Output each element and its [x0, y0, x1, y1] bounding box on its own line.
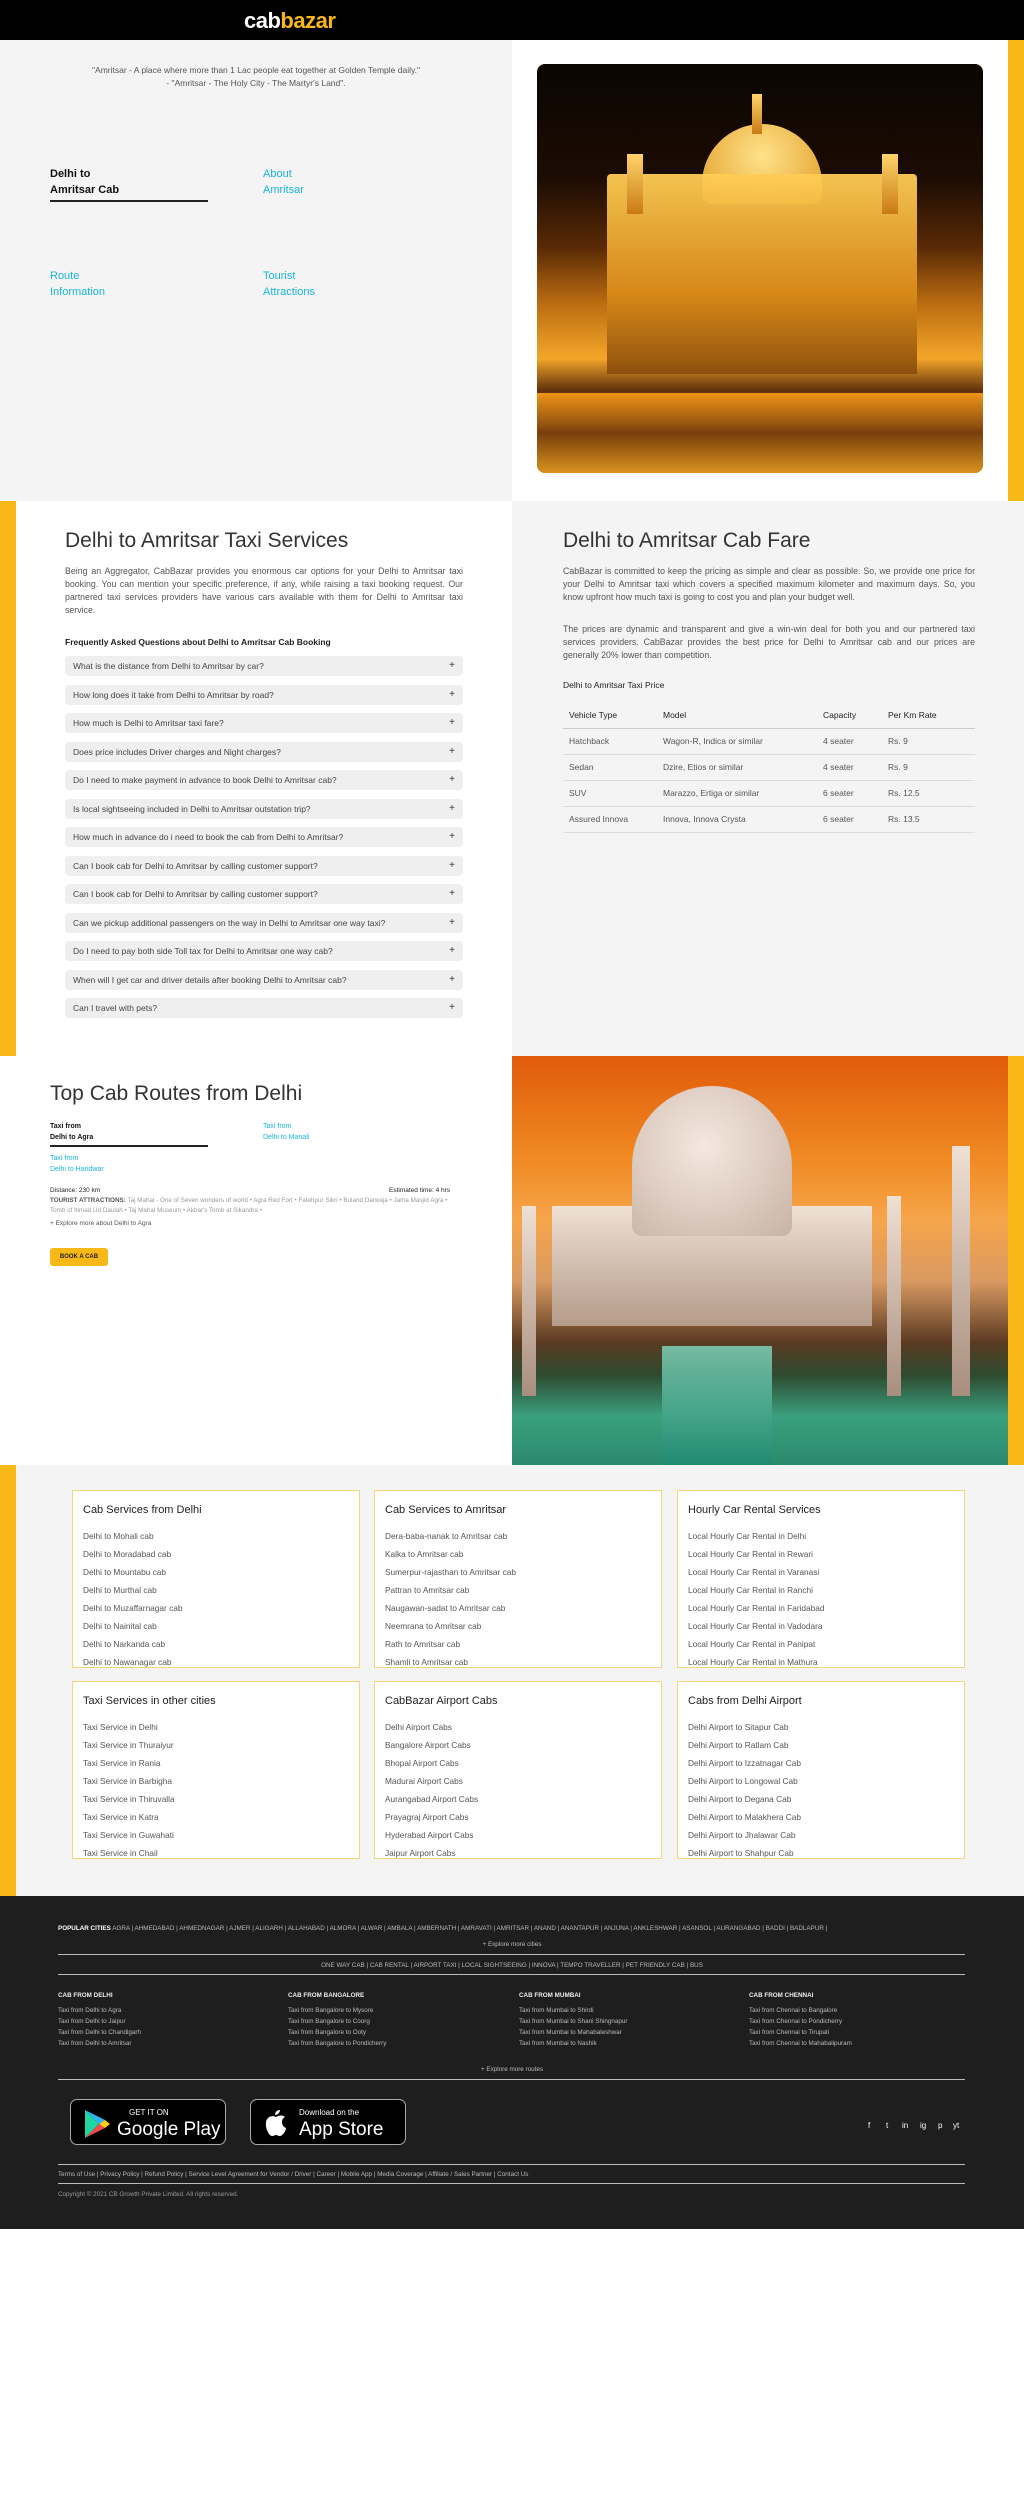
list-item[interactable]: Kalka to Amritsar cab [385, 1549, 464, 1559]
footer-divider [58, 1954, 965, 1955]
logo-bazar-text: bazar [280, 8, 336, 33]
apple-icon [264, 2109, 288, 2137]
link-card [72, 1681, 360, 1859]
route-tab-delhi-to-haridwar[interactable] [50, 1153, 104, 1175]
card-title: Cab Services to Amritsar [385, 1504, 507, 1516]
expand-plus-icon: + [449, 973, 455, 985]
expand-plus-icon: + [449, 945, 455, 956]
fare-table [563, 702, 975, 833]
route-tab-delhi-to-manali[interactable] [263, 1121, 309, 1143]
list-item[interactable]: Local Hourly Car Rental in Delhi [688, 1531, 807, 1541]
route-tab-line-2: Delhi to Manali [263, 1134, 310, 1141]
fare-cell: Hatchback [563, 728, 663, 754]
expand-plus-icon: + [449, 745, 455, 757]
list-item[interactable]: Taxi Service in Guwahati [83, 1830, 174, 1840]
faq-title: Frequently Asked Questions about Delhi to Amritsar Cab Booking [65, 637, 331, 647]
list-item[interactable]: Neemrana to Amritsar cab [385, 1621, 482, 1631]
tab-line-2: Attractions [263, 286, 315, 298]
faq-question: When will I get car and driver details after booking Delhi to Amritsar cab? [73, 974, 347, 985]
card-link-list [385, 1527, 516, 1668]
list-item[interactable]: Rath to Amritsar cab [385, 1639, 461, 1649]
fare-paragraph-2: The prices are dynamic and transparent and give a win-win deal for both you and our partnered taxi services providers. CabBazar provides the best price for Delhi to Amritsar cab and our prices are generally 20% lower than competition. [563, 624, 975, 660]
fare-cell: 6 seater [823, 806, 888, 832]
expand-plus-icon: + [449, 802, 455, 814]
list-item[interactable]: Local Hourly Car Rental in Vadodara [688, 1621, 823, 1631]
faq-question: How long does it take from Delhi to Amritsar by road? [73, 689, 274, 700]
list-item[interactable]: Delhi to Narkanda cab [83, 1639, 166, 1649]
footer-route-link[interactable]: Taxi from Mumbai to Nashik [519, 2040, 597, 2047]
list-item[interactable]: Delhi Airport to Sitapur Cab [688, 1722, 789, 1732]
list-item[interactable]: Pattran to Amritsar cab [385, 1585, 470, 1595]
list-item[interactable]: Aurangabad Airport Cabs [385, 1794, 479, 1804]
quote-line-1: "Amritsar - A place where more than 1 Lac people eat together at Golden Temple daily." [92, 65, 420, 75]
faq-question: How much is Delhi to Amritsar taxi fare? [73, 718, 224, 728]
footer-links[interactable]: Terms of Use | Privacy Policy | Refund Policy | Service Level Agreement for Vendor / Driver | Career | Mobile App | Media Coverage | Affiliate / Sales Partner | Contact Us [58, 2171, 529, 2178]
copyright: Copyright © 2021 CB Growth Private Limited. All rights reserved. [58, 2191, 239, 2198]
app-store-small-text: Download on the [299, 2108, 360, 2117]
explore-routes-link[interactable]: + Explore more routes [480, 2066, 544, 2073]
list-item[interactable]: Sumerpur-rajasthan to Amritsar cab [385, 1567, 516, 1577]
accent-stripe [1008, 1056, 1024, 1465]
site-footer [0, 1896, 1024, 2229]
footer-divider [58, 2164, 965, 2165]
link-card [72, 1490, 360, 1668]
popular-cities [58, 1924, 965, 1934]
footer-column-heading: CAB FROM CHENNAI [749, 1992, 814, 1999]
card-title: Hourly Car Rental Services [688, 1504, 821, 1516]
list-item[interactable]: Bangalore Airport Cabs [385, 1740, 471, 1750]
accent-stripe [1008, 40, 1024, 501]
faq-question: Can I book cab for Delhi to Amritsar by calling customer support? [73, 860, 318, 871]
card-title: Cabs from Delhi Airport [688, 1695, 802, 1707]
link-card [677, 1490, 965, 1668]
route-attractions [50, 1196, 462, 1216]
list-item[interactable]: Local Hourly Car Rental in Panipat [688, 1639, 816, 1649]
instagram-icon[interactable]: ig [920, 2121, 927, 2130]
faq-question: Can I book cab for Delhi to Amritsar by calling customer support? [73, 889, 318, 899]
logo-cab-text: cab [244, 8, 281, 33]
faq-item[interactable] [65, 998, 463, 1018]
faq-item[interactable] [65, 827, 463, 847]
list-item[interactable]: Shamli to Amritsar cab [385, 1657, 468, 1667]
services-links[interactable]: ONE WAY CAB | CAB RENTAL | AIRPORT TAXI | LOCAL SIGHTSEEING | INNOVA | TEMPO TRAVELLER | PET FRIENDLY CAB | BUS [321, 1962, 703, 1969]
services-section [0, 501, 1024, 1056]
footer-route-link[interactable]: Taxi from Delhi to Agra [58, 2007, 122, 2014]
card-link-list [688, 1527, 825, 1668]
list-item[interactable]: Bhopal Airport Cabs [385, 1758, 459, 1768]
footer-divider [58, 1974, 965, 1975]
list-item[interactable]: Taxi Service in Barbigha [83, 1776, 173, 1786]
tab-line-2: Amritsar [263, 184, 304, 196]
tab-line-1: Route [50, 270, 80, 282]
footer-route-link[interactable]: Taxi from Mumbai to Mahabaleshwar [519, 2029, 622, 2036]
footer-route-link[interactable]: Taxi from Bangalore to Coorg [288, 2018, 370, 2025]
popular-cities-list[interactable]: AGRA | AHMEDABAD | AHMEDNAGAR | AJMER | ALIGARH | ALLAHABAD | ALMORA | ALWAR | AMBALA | AMBERNATH | AMRAVATI | AMRITSAR | ANAND | ANANTAPUR | ANJUNA | ANKLESHWAR | ASANSOL | AURANGABAD | BADDI | BADLAPUR | [112, 1925, 828, 1932]
fare-cell: Rs. 13.5 [888, 806, 975, 832]
faq-question: Do I need to pay both side Toll tax for Delhi to Amritsar one way cab? [73, 946, 333, 956]
cab-fare-panel [512, 501, 1024, 1056]
services-title: Delhi to Amritsar Taxi Services [65, 529, 349, 552]
list-item[interactable]: Taxi Service in Delhi [83, 1722, 158, 1732]
route-tab-line-1: Taxi from [263, 1123, 292, 1130]
fare-col-header: Per Km Rate [888, 702, 975, 728]
fare-cell: Rs. 12.5 [888, 780, 975, 806]
footer-divider [58, 2079, 965, 2080]
footer-column-heading: CAB FROM DELHI [58, 1992, 113, 1999]
hero-right-panel [512, 40, 1024, 501]
fare-title: Delhi to Amritsar Cab Fare [563, 529, 811, 552]
explore-agra-link[interactable]: + Explore more about Delhi to Agra [50, 1220, 152, 1227]
faq-question: Does price includes Driver charges and Night charges? [73, 746, 281, 757]
list-item[interactable]: Delhi to Mohali cab [83, 1531, 154, 1541]
list-item[interactable]: Delhi to Moradabad cab [83, 1549, 172, 1559]
golden-temple-image [537, 64, 983, 473]
card-link-list [83, 1527, 182, 1668]
table-row [563, 728, 975, 754]
expand-plus-icon: + [449, 774, 455, 785]
faq-item[interactable] [65, 970, 463, 990]
list-item[interactable]: Delhi to Nawanagar cab [83, 1657, 172, 1667]
footer-route-link[interactable]: Taxi from Delhi to Jaipur [58, 2018, 126, 2025]
footer-route-link[interactable]: Taxi from Bangalore to Ooty [288, 2029, 367, 2036]
route-tab-delhi-to-agra[interactable] [50, 1121, 208, 1147]
card-link-list [385, 1718, 478, 1859]
faq-question: Do I need to make payment in advance to book Delhi to Amritsar cab? [73, 775, 337, 785]
routes-title: Top Cab Routes from Delhi [50, 1082, 303, 1105]
list-item[interactable]: Local Hourly Car Rental in Varanasi [688, 1567, 820, 1577]
list-item[interactable]: Delhi Airport Cabs [385, 1722, 452, 1732]
list-item[interactable]: Delhi Airport to Jhalawar Cab [688, 1830, 796, 1840]
list-item[interactable]: Taxi Service in Thuraiyur [83, 1740, 174, 1750]
attractions-text: Taj Mahal - One of Seven wonders of world • Agra Red Fort • Fatehpur Sikri • Buland Darwaja • Jama Masjid Agra • Tomb of Itimad Ud Daulah • Taj Mahal Museum • Akbar's Tomb at Sikandra • [50, 1197, 448, 1214]
app-store-large-text: App Store [299, 2119, 384, 2140]
faq-question: How much in advance do i need to book the cab from Delhi to Amritsar? [73, 832, 344, 842]
expand-plus-icon: + [449, 717, 455, 728]
google-play-large-text: Google Play [117, 2119, 221, 2140]
quote-line-2: - "Amritsar - The Holy City - The Martyr's Land". [166, 78, 346, 88]
footer-route-link[interactable]: Taxi from Chennai to Pondicherry [749, 2018, 843, 2025]
attractions-label: TOURIST ATTRACTIONS: [50, 1197, 126, 1204]
footer-route-column [519, 1992, 628, 2049]
faq-item[interactable] [65, 941, 463, 961]
tab-line-1: Tourist [263, 270, 296, 282]
faq-item[interactable] [65, 770, 463, 790]
tab-tourist-attractions[interactable] [263, 268, 315, 300]
list-item[interactable]: Delhi to Muzaffarnagar cab [83, 1603, 183, 1613]
fare-cell: 6 seater [823, 780, 888, 806]
tab-line-2: Information [50, 286, 106, 298]
list-item[interactable]: Local Hourly Car Rental in Rewari [688, 1549, 813, 1559]
table-row [563, 780, 975, 806]
fare-cell: Assured Innova [563, 806, 663, 832]
tab-line-1: About [263, 168, 292, 180]
top-routes-section [0, 1056, 1024, 1465]
route-tab-line-2: Delhi to Haridwar [50, 1166, 104, 1173]
tab-route-information[interactable] [50, 268, 105, 300]
google-play-badge[interactable] [70, 2099, 226, 2145]
accent-stripe [0, 501, 16, 1056]
expand-plus-icon: + [449, 916, 455, 928]
fare-col-header: Capacity [823, 702, 888, 728]
faq-question: What is the distance from Delhi to Amritsar by car? [73, 661, 264, 671]
expand-plus-icon: + [449, 859, 455, 871]
card-title: Cab Services from Delhi [83, 1504, 202, 1516]
list-item[interactable]: Madurai Airport Cabs [385, 1776, 463, 1786]
link-card [374, 1490, 662, 1668]
fare-cell: Dzire, Etios or similar [663, 754, 823, 780]
hero-quote [50, 64, 462, 90]
youtube-icon[interactable]: yt [953, 2121, 960, 2130]
route-time: Estimated time: 4 hrs [389, 1187, 451, 1194]
fare-cell: 4 seater [823, 728, 888, 754]
fare-col-header: Model [663, 702, 823, 728]
site-logo[interactable] [244, 8, 335, 34]
list-item[interactable]: Delhi Airport to Degana Cab [688, 1794, 792, 1804]
expand-plus-icon: + [449, 1002, 455, 1013]
footer-route-link[interactable]: Taxi from Delhi to Chandigarh [58, 2029, 141, 2036]
list-item[interactable]: Dera-baba-nanak to Amritsar cab [385, 1531, 508, 1541]
faq-item[interactable] [65, 742, 463, 762]
faq-question: Can I travel with pets? [73, 1003, 158, 1013]
faq-item[interactable] [65, 884, 463, 904]
fare-cell: SUV [563, 780, 663, 806]
footer-route-link[interactable]: Taxi from Delhi to Amritsar [58, 2040, 132, 2047]
expand-plus-icon: + [449, 888, 455, 899]
list-item[interactable]: Delhi to Murthal cab [83, 1585, 157, 1595]
list-item[interactable]: Delhi to Nainital cab [83, 1621, 157, 1631]
services-paragraph: Being an Aggregator, CabBazar provides you enormous car options for your Delhi to Amritsar taxi booking. You can mention your specific preference, if any, while raising a taxi booking request. Our partnered taxi services providers have various cars available with them for Delhi to Amritsar taxi service. [65, 566, 463, 615]
list-item[interactable]: Delhi to Mountabu cab [83, 1567, 167, 1577]
footer-route-link[interactable]: Taxi from Chennai to Tirupati [749, 2029, 830, 2036]
taj-mahal-image [512, 1056, 1008, 1465]
faq-item[interactable] [65, 913, 463, 933]
tab-line-1: Delhi to [50, 168, 91, 180]
list-item[interactable]: Local Hourly Car Rental in Ranchi [688, 1585, 813, 1595]
footer-route-column [58, 1992, 141, 2049]
tab-delhi-to-amritsar-cab[interactable] [50, 166, 208, 202]
route-tab-line-1: Taxi from [50, 1155, 79, 1162]
hero-left-panel [0, 40, 512, 501]
link-card [677, 1681, 965, 1859]
list-item[interactable]: Jaipur Airport Cabs [385, 1848, 456, 1858]
card-link-list [83, 1718, 175, 1859]
route-tab-line-1: Taxi from [50, 1123, 81, 1130]
fare-cell: Innova, Innova Crysta [663, 806, 823, 832]
footer-column-heading: CAB FROM BANGALORE [288, 1992, 365, 1999]
faq-item[interactable] [65, 656, 463, 676]
list-item[interactable]: Taxi Service in Rania [83, 1758, 161, 1768]
list-item[interactable]: Taxi Service in Katra [83, 1812, 159, 1822]
fare-cell: Rs. 9 [888, 728, 975, 754]
accent-stripe [0, 1465, 16, 1896]
table-row [563, 754, 975, 780]
fare-cell: 4 seater [823, 754, 888, 780]
list-item[interactable]: Prayagraj Airport Cabs [385, 1812, 469, 1822]
list-item[interactable]: Taxi Service in Chail [83, 1848, 158, 1858]
fare-cell: Marazzo, Ertiga or similar [663, 780, 823, 806]
expand-plus-icon: + [449, 831, 455, 842]
faq-item[interactable] [65, 856, 463, 876]
popular-cities-label: POPULAR CITIES [58, 1925, 111, 1932]
taxi-services-panel [0, 501, 512, 1056]
faq-item[interactable] [65, 685, 463, 705]
list-item[interactable]: Delhi Airport to Izzatnagar Cab [688, 1758, 801, 1768]
fare-cell: Rs. 9 [888, 754, 975, 780]
list-item[interactable]: Delhi Airport to Shahpur Cab [688, 1848, 794, 1858]
card-link-list [688, 1718, 801, 1859]
explore-cities-link[interactable]: + Explore more cities [482, 1941, 542, 1948]
link-card [374, 1681, 662, 1859]
table-row [563, 806, 975, 832]
tab-line-2: Amritsar Cab [50, 184, 120, 196]
list-item[interactable]: Delhi Airport to Ratlam Cab [688, 1740, 789, 1750]
expand-plus-icon: + [449, 660, 455, 671]
footer-route-column [749, 1992, 852, 2049]
footer-route-link[interactable]: Taxi from Chennai to Mahabalipuram [749, 2040, 852, 2047]
service-lists-section [0, 1465, 1024, 1896]
expand-plus-icon: + [449, 688, 455, 700]
list-item[interactable]: Naugawan-sadat to Amritsar cab [385, 1603, 506, 1613]
list-item[interactable]: Delhi Airport to Longowal Cab [688, 1776, 798, 1786]
footer-divider [58, 2183, 965, 2184]
list-item[interactable]: Local Hourly Car Rental in Mathura [688, 1657, 818, 1667]
route-distance: Distance: 230 km [50, 1187, 101, 1194]
site-header [0, 0, 1024, 40]
footer-route-column [288, 1992, 386, 2049]
twitter-icon[interactable]: t [886, 2121, 889, 2130]
faq-item[interactable] [65, 713, 463, 733]
hero-section [0, 40, 1024, 501]
linkedin-icon[interactable]: in [902, 2121, 909, 2130]
route-tab-line-2: Delhi to Agra [50, 1134, 94, 1141]
list-item[interactable]: Delhi Airport to Malakhera Cab [688, 1812, 801, 1822]
faq-item[interactable] [65, 799, 463, 819]
facebook-icon[interactable]: f [868, 2121, 871, 2130]
tab-about-amritsar[interactable] [263, 166, 304, 198]
app-store-badge[interactable] [250, 2099, 406, 2145]
card-title: CabBazar Airport Cabs [385, 1695, 498, 1707]
pinterest-icon[interactable]: p [938, 2121, 943, 2130]
list-item[interactable]: Hyderabad Airport Cabs [385, 1830, 474, 1840]
footer-route-link[interactable]: Taxi from Bangalore to Pondicherry [288, 2040, 387, 2047]
footer-route-link[interactable]: Taxi from Mumbai to Shani Shingnapur [519, 2018, 628, 2025]
footer-route-link[interactable]: Taxi from Chennai to Bangalore [749, 2007, 838, 2014]
fare-cell: Wagon-R, Indica or similar [663, 728, 823, 754]
fare-col-header: Vehicle Type [563, 702, 663, 728]
google-play-small-text: GET IT ON [129, 2108, 169, 2117]
fare-paragraph-1: CabBazar is committed to keep the pricing as simple and clear as possible. So, we provide one price for your Delhi to Amritsar taxi which covers a specified maximum kilometer and maximum days. So, you know upfront how much taxi is going to cost you and plan your budget well. [563, 566, 975, 602]
book-a-cab-button[interactable]: BOOK A CAB [50, 1248, 108, 1266]
fare-table-title: Delhi to Amritsar Taxi Price [563, 680, 665, 690]
list-item[interactable]: Local Hourly Car Rental in Faridabad [688, 1603, 825, 1613]
list-item[interactable]: Taxi Service in Thiruvalla [83, 1794, 175, 1804]
google-play-icon [83, 2109, 111, 2139]
card-title: Taxi Services in other cities [83, 1695, 216, 1707]
fare-table-header-row [563, 702, 975, 728]
fare-cell: Sedan [563, 754, 663, 780]
faq-question: Can we pickup additional passengers on the way in Delhi to Amritsar one way taxi? [73, 917, 386, 928]
footer-column-heading: CAB FROM MUMBAI [519, 1992, 581, 1999]
footer-route-link[interactable]: Taxi from Bangalore to Mysore [288, 2007, 374, 2014]
faq-question: Is local sightseeing included in Delhi to Amritsar outstation trip? [73, 803, 311, 814]
footer-route-link[interactable]: Taxi from Mumbai to Shirdi [519, 2007, 594, 2014]
